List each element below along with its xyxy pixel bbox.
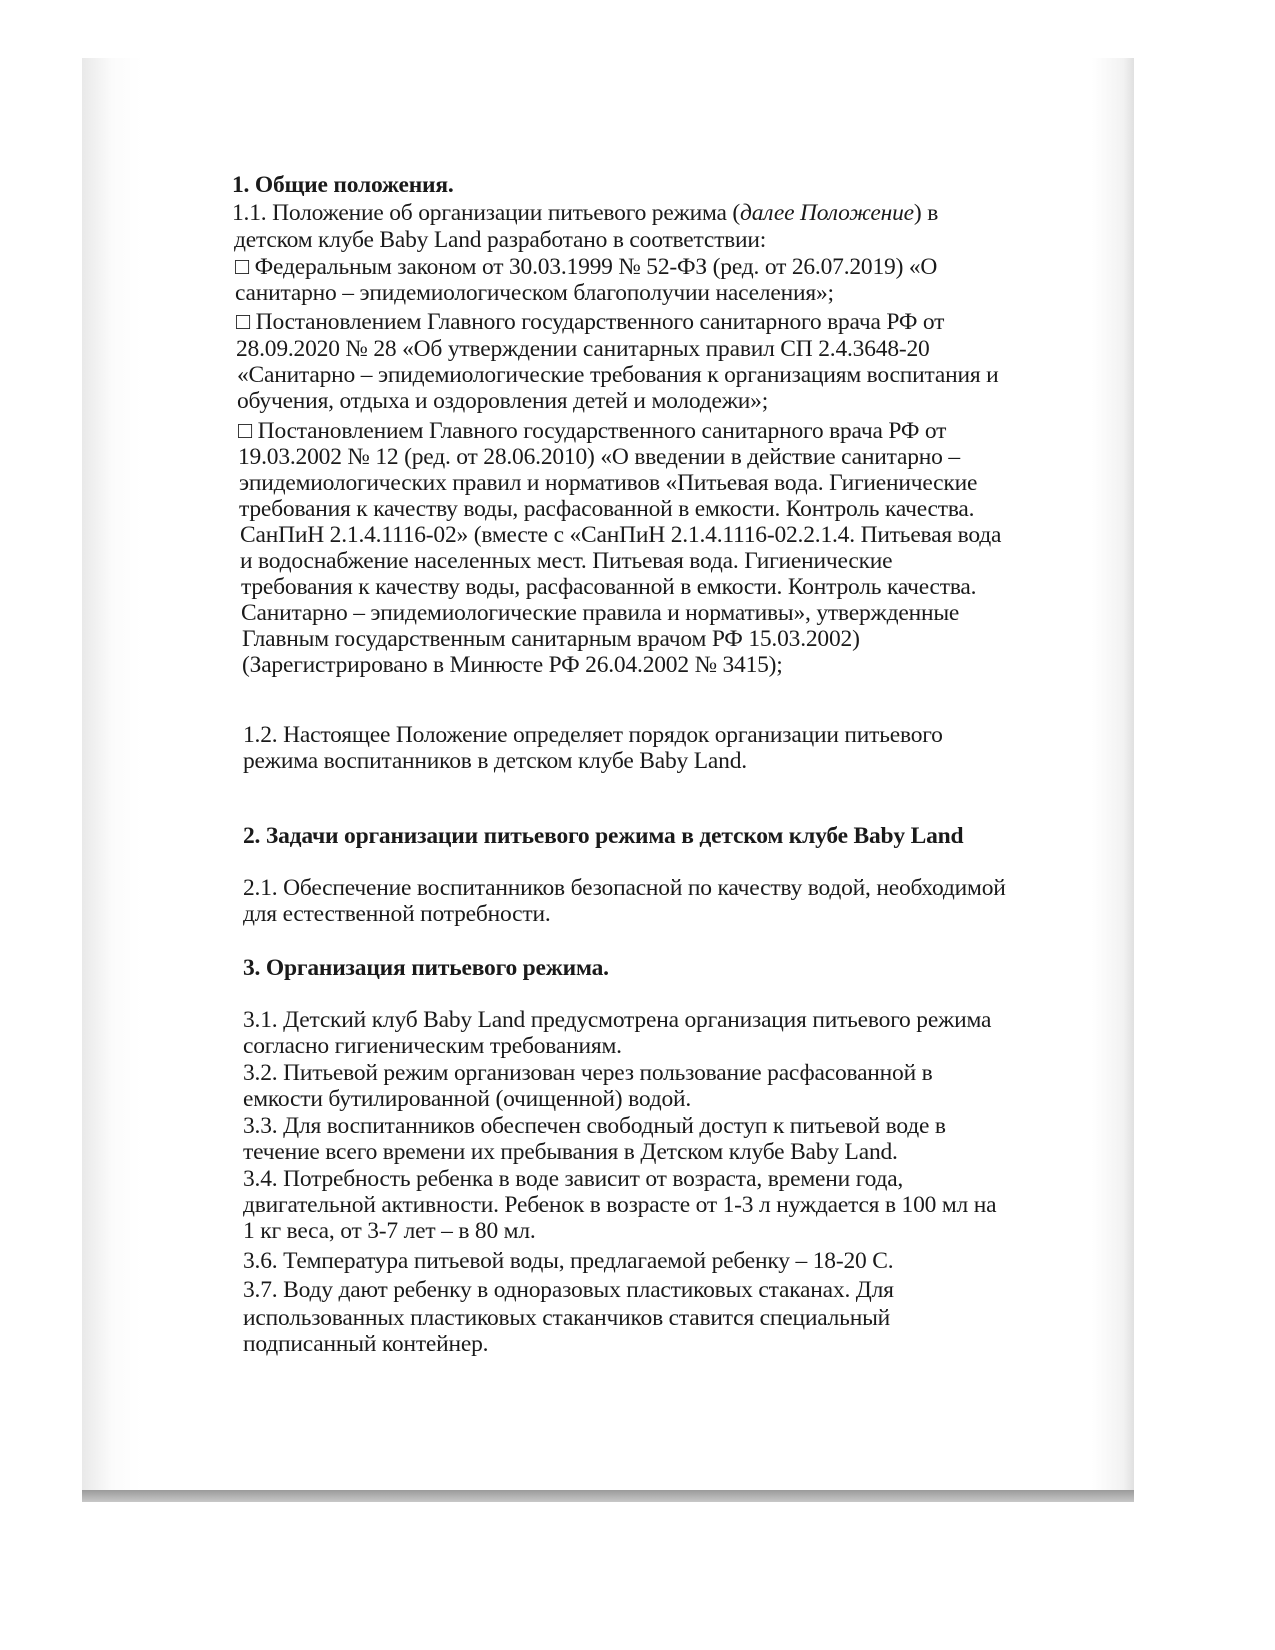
text-line: использованных пластиковых стаканчиков ставится специальный bbox=[243, 1305, 891, 1331]
section-3-heading: 3. Организация питьевого режима. bbox=[243, 955, 609, 981]
text-line: режима воспитанников в детском клубе Baby Land. bbox=[243, 748, 747, 774]
paragraph-1-1 bbox=[232, 200, 938, 227]
text-line: «Санитарно – эпидемиологические требования к организациям воспитания и bbox=[237, 362, 999, 388]
text-line: 2.1. Обеспечение воспитанников безопасной по качеству водой, необходимой bbox=[243, 875, 1006, 901]
text-line: 3.7. Воду дают ребенку в одноразовых пластиковых стаканах. Для bbox=[243, 1277, 894, 1303]
section-2-heading: 2. Задачи организации питьевого режима в детском клубе Baby Land bbox=[243, 823, 964, 849]
text-line: для естественной потребности. bbox=[243, 901, 551, 927]
text-line: 3.1. Детский клуб Baby Land предусмотрена организация питьевого режима bbox=[243, 1007, 992, 1033]
text-line: 1 кг веса, от 3-7 лет – в 80 мл. bbox=[243, 1218, 536, 1244]
text-line: 1.2. Настоящее Положение определяет порядок организации питьевого bbox=[243, 722, 943, 748]
text-line: 28.09.2020 № 28 «Об утверждении санитарных правил СП 2.4.3648-20 bbox=[236, 336, 930, 362]
text-line: 3.4. Потребность ребенка в воде зависит от возраста, времени года, bbox=[243, 1166, 904, 1192]
text-line: 3.2. Питьевой режим организован через пользование расфасованной в bbox=[243, 1060, 933, 1086]
section-1-heading: 1. Общие положения. bbox=[232, 172, 454, 198]
text-line: 19.03.2002 № 12 (ред. от 28.06.2010) «О введении в действие санитарно – bbox=[238, 444, 960, 470]
text-line: □ Постановлением Главного государственного санитарного врача РФ от bbox=[236, 309, 945, 335]
text-line: двигательной активности. Ребенок в возрасте от 1-3 л нуждается в 100 мл на bbox=[243, 1192, 997, 1218]
text-line: и водоснабжение населенных мест. Питьевая вода. Гигиенические bbox=[240, 548, 893, 574]
text-line: емкости бутилированной (очищенной) водой. bbox=[243, 1086, 692, 1112]
text-line: подписанный контейнер. bbox=[243, 1331, 489, 1357]
page-edge-shadow bbox=[82, 1490, 1134, 1502]
text-line: санитарно – эпидемиологическом благополучии населения»; bbox=[235, 280, 834, 306]
text-line: □ Постановлением Главного государственного санитарного врача РФ от bbox=[238, 418, 947, 444]
italic-term: далее Положение bbox=[740, 200, 914, 226]
text-line: СанПиН 2.1.4.1116-02» (вместе с «СанПиН 2.1.4.1116-02.2.1.4. Питьевая вода bbox=[240, 522, 1002, 548]
text-line: 3.6. Температура питьевой воды, предлагаемой ребенку – 18-20 С. bbox=[243, 1248, 894, 1274]
text-line: эпидемиологических правил и нормативов «Питьевая вода. Гигиенические bbox=[239, 470, 978, 496]
text-line: Главным государственным санитарным врачом РФ 15.03.2002) bbox=[242, 626, 860, 652]
text-line: детском клубе Baby Land разработано в соответствии: bbox=[234, 227, 767, 253]
text-line: согласно гигиеническим требованиям. bbox=[243, 1033, 622, 1059]
text-line: течение всего времени их пребывания в Детском клубе Baby Land. bbox=[243, 1139, 898, 1165]
text: 1.1. Положение об организации питьевого режима ( bbox=[232, 200, 741, 226]
text-line: требования к качеству воды, расфасованной в емкости. Контроль качества. bbox=[239, 496, 975, 522]
text-line: обучения, отдыха и оздоровления детей и молодежи»; bbox=[237, 388, 769, 414]
text-line: □ Федеральным законом от 30.03.1999 № 52-ФЗ (ред. от 26.07.2019) «О bbox=[235, 254, 938, 280]
text: ) в bbox=[913, 200, 939, 226]
text-line: Санитарно – эпидемиологические правила и нормативы», утвержденные bbox=[241, 600, 960, 626]
text-line: 3.3. Для воспитанников обеспечен свободный доступ к питьевой воде в bbox=[243, 1113, 946, 1139]
text-line: (Зарегистрировано в Минюсте РФ 26.04.2002 № 3415); bbox=[242, 652, 783, 678]
text-line: требования к качеству воды, расфасованной в емкости. Контроль качества. bbox=[241, 574, 977, 600]
